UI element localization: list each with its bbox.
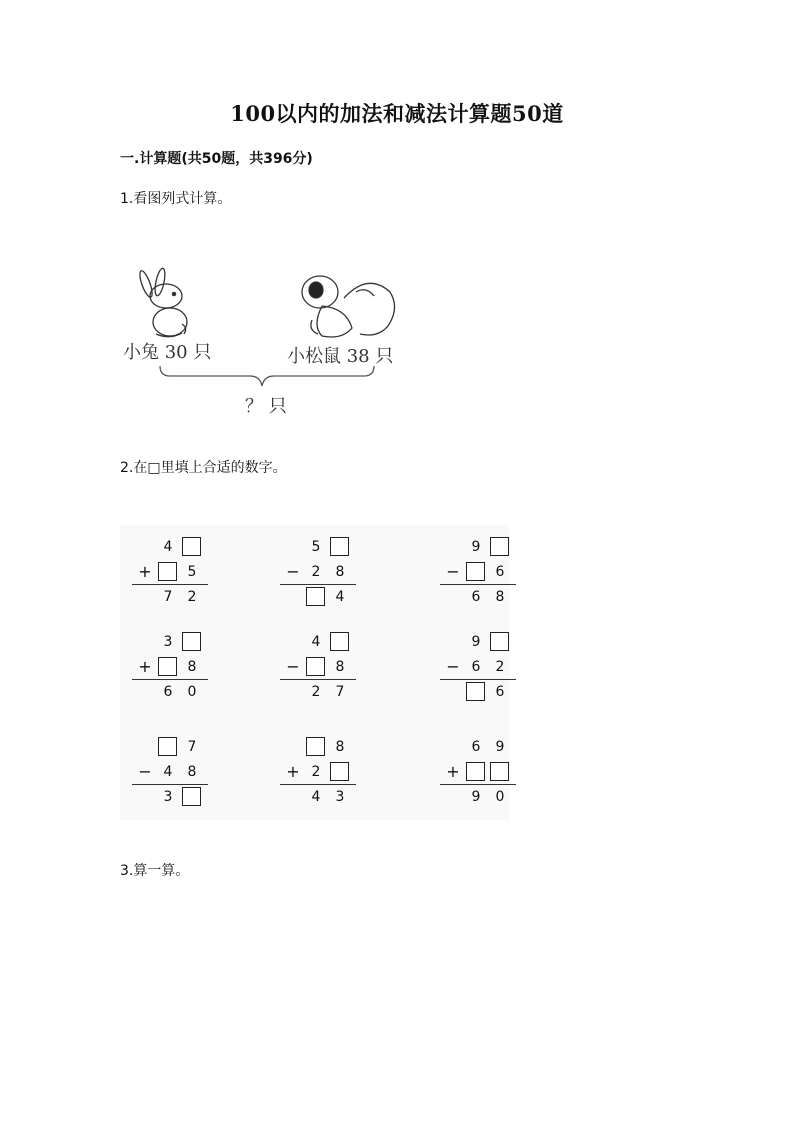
digit: 0 — [495, 789, 505, 805]
operator-sign: + — [138, 562, 152, 581]
digit: 3 — [163, 789, 173, 805]
digit: 2 — [495, 659, 505, 675]
digit: 4 — [163, 539, 173, 555]
answer-box[interactable] — [158, 657, 177, 676]
sum-line — [440, 679, 516, 680]
digit: 8 — [335, 564, 345, 580]
digit: 4 — [311, 634, 321, 650]
vertical-problem — [130, 632, 212, 712]
question-1: 1.看图列式计算。 — [120, 191, 232, 207]
operator-sign: − — [138, 762, 152, 781]
digit: 8 — [335, 739, 345, 755]
digit: 6 — [471, 659, 481, 675]
answer-box[interactable] — [182, 632, 201, 651]
digit: 6 — [471, 739, 481, 755]
sum-line — [280, 784, 356, 785]
sum-line — [280, 584, 356, 585]
answer-box[interactable] — [182, 787, 201, 806]
sum-line — [440, 584, 516, 585]
vertical-problem — [438, 537, 520, 617]
digit: 2 — [311, 764, 321, 780]
answer-box[interactable] — [490, 762, 509, 781]
sum-line — [132, 584, 208, 585]
vertical-problem — [438, 632, 520, 712]
answer-box[interactable] — [158, 737, 177, 756]
rabbit-label: 小兔 30 只 — [123, 342, 212, 363]
digit: 6 — [163, 684, 173, 700]
operator-sign: + — [446, 762, 460, 781]
answer-box[interactable] — [330, 632, 349, 651]
digit: 9 — [471, 634, 481, 650]
sum-line — [280, 679, 356, 680]
digit: 6 — [495, 564, 505, 580]
operator-sign: − — [446, 562, 460, 581]
operator-sign: − — [446, 657, 460, 676]
total-brace — [160, 366, 374, 386]
digit: 7 — [163, 589, 173, 605]
question-3: 3.算一算。 — [120, 863, 190, 879]
squirrel-label: 小松鼠 38 只 — [287, 346, 394, 367]
answer-box[interactable] — [306, 737, 325, 756]
digit: 8 — [495, 589, 505, 605]
answer-box[interactable] — [466, 562, 485, 581]
operator-sign: − — [286, 657, 300, 676]
operator-sign: + — [138, 657, 152, 676]
answer-box[interactable] — [182, 537, 201, 556]
digit: 7 — [187, 739, 197, 755]
answer-box[interactable] — [330, 537, 349, 556]
question-2: 2.在□里填上合适的数字。 — [120, 460, 287, 476]
digit: 4 — [163, 764, 173, 780]
answer-box[interactable] — [466, 682, 485, 701]
digit: 8 — [335, 659, 345, 675]
answer-box[interactable] — [306, 587, 325, 606]
answer-box[interactable] — [490, 537, 509, 556]
answer-box[interactable] — [306, 657, 325, 676]
rabbit-squirrel-figure — [112, 262, 402, 422]
digit: 5 — [311, 539, 321, 555]
sum-line — [132, 679, 208, 680]
squirrel-drawing — [302, 276, 395, 337]
vertical-problems-grid — [120, 525, 510, 820]
digit: 4 — [335, 589, 345, 605]
sum-line — [132, 784, 208, 785]
digit: 9 — [471, 539, 481, 555]
digit: 3 — [163, 634, 173, 650]
digit: 5 — [187, 564, 197, 580]
sum-line — [440, 784, 516, 785]
digit: 2 — [311, 564, 321, 580]
digit: 4 — [311, 789, 321, 805]
vertical-problem — [278, 632, 360, 712]
rabbit-drawing — [137, 267, 187, 336]
digit: 2 — [311, 684, 321, 700]
total-question-label: ？ 只 — [245, 396, 287, 417]
digit: 0 — [187, 684, 197, 700]
digit: 8 — [187, 764, 197, 780]
answer-box[interactable] — [466, 762, 485, 781]
digit: 3 — [335, 789, 345, 805]
operator-sign: − — [286, 562, 300, 581]
digit: 6 — [471, 589, 481, 605]
digit: 9 — [471, 789, 481, 805]
vertical-problem — [278, 737, 360, 817]
answer-box[interactable] — [490, 632, 509, 651]
digit: 7 — [335, 684, 345, 700]
operator-sign: + — [286, 762, 300, 781]
vertical-problem — [130, 737, 212, 817]
vertical-problem — [130, 537, 212, 617]
answer-box[interactable] — [158, 562, 177, 581]
digit: 6 — [495, 684, 505, 700]
digit: 8 — [187, 659, 197, 675]
digit: 2 — [187, 589, 197, 605]
vertical-problem — [278, 537, 360, 617]
digit: 9 — [495, 739, 505, 755]
page-title: 100以内的加法和减法计算题50道 — [230, 101, 564, 126]
section-heading: 一.计算题(共50题，共396分) — [120, 151, 313, 167]
vertical-problem — [438, 737, 520, 817]
answer-box[interactable] — [330, 762, 349, 781]
